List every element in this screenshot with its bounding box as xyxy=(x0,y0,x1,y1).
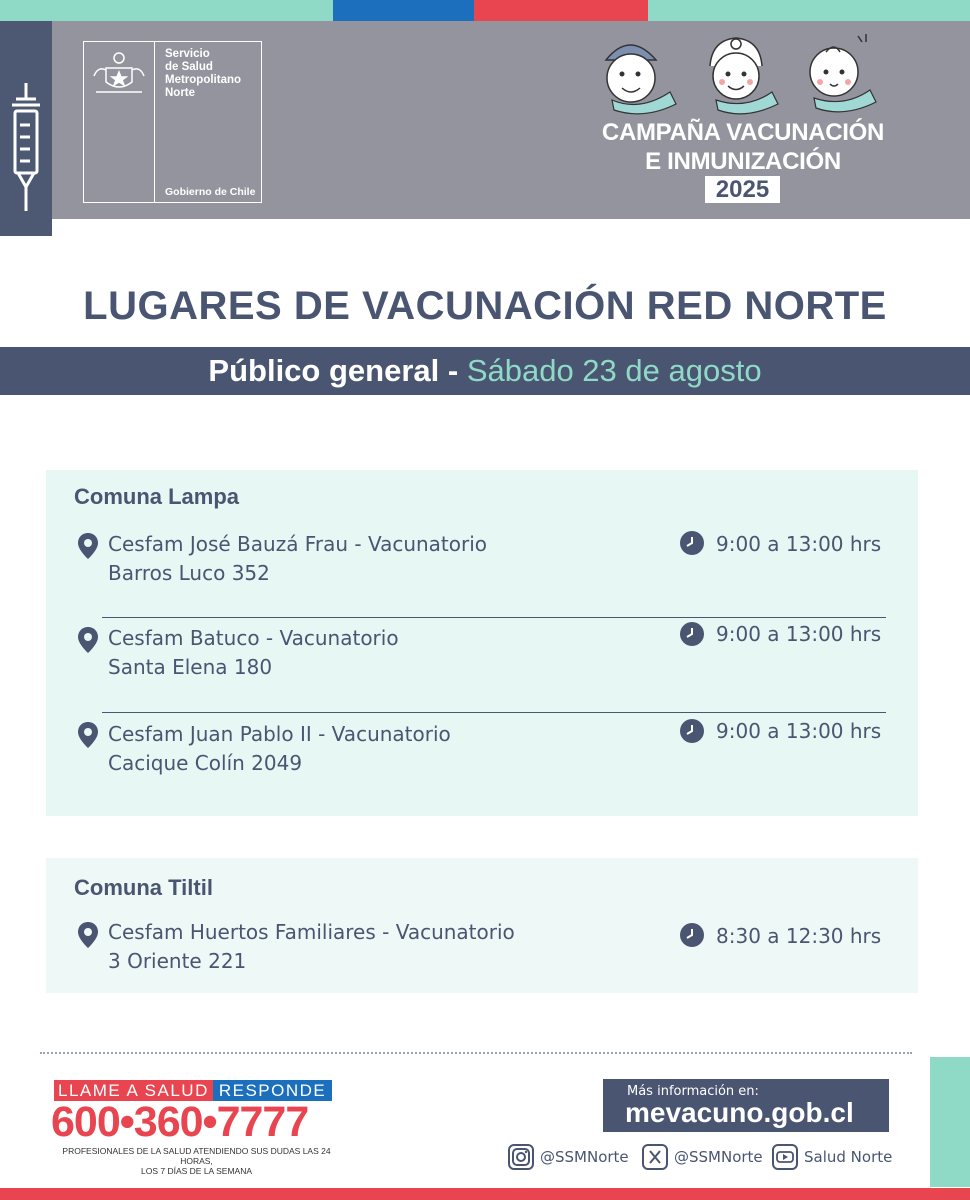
campaign-title: CAMPAÑA VACUNACIÓN E INMUNIZACIÓN xyxy=(601,119,885,175)
list-item xyxy=(108,530,487,588)
more-info-box[interactable] xyxy=(603,1079,889,1132)
site-name: Cesfam Batuco - Vacunatorio xyxy=(108,626,399,650)
date-label: Sábado 23 de agosto xyxy=(466,353,762,388)
comuna-card-lampa xyxy=(46,470,918,816)
location-pin-icon xyxy=(78,533,98,559)
dotted-divider xyxy=(40,1052,912,1054)
site-hours: 9:00 a 13:00 hrs xyxy=(716,622,882,646)
audience-label: Público general - xyxy=(208,353,459,388)
phone-number[interactable]: 600•360•7777 xyxy=(51,1098,309,1146)
instagram-link[interactable]: @SSMNorte xyxy=(508,1144,629,1170)
list-item xyxy=(108,624,399,682)
page-title: LUGARES DE VACUNACIÓN RED NORTE xyxy=(83,284,887,328)
site-address: Santa Elena 180 xyxy=(108,655,273,679)
clock-icon xyxy=(680,622,704,646)
x-link[interactable]: @SSMNorte xyxy=(642,1144,763,1170)
youtube-icon xyxy=(772,1144,798,1170)
elder-face-icon xyxy=(606,45,676,114)
site-address: 3 Oriente 221 xyxy=(108,949,247,973)
site-hours: 9:00 a 13:00 hrs xyxy=(716,719,882,743)
instagram-icon xyxy=(508,1144,534,1170)
x-icon xyxy=(642,1144,668,1170)
site-address: Cacique Colín 2049 xyxy=(108,751,303,775)
site-hours: 8:30 a 12:30 hrs xyxy=(716,924,882,948)
info-label: Más información en: xyxy=(627,1084,759,1099)
location-pin-icon xyxy=(78,922,98,948)
site-address: Barros Luco 352 xyxy=(108,561,270,585)
divider xyxy=(102,712,886,713)
clock-icon xyxy=(680,923,704,947)
site-name: Cesfam Juan Pablo II - Vacunatorio xyxy=(108,722,451,746)
list-item xyxy=(108,918,515,976)
coat-of-arms-icon xyxy=(84,46,154,106)
subtitle-bar xyxy=(0,347,970,395)
campaign-characters-illustration xyxy=(600,30,900,115)
top-color-strip xyxy=(0,0,970,21)
government-logo xyxy=(83,41,262,203)
bottom-color-strip xyxy=(0,1188,970,1200)
header-side-panel xyxy=(0,21,52,236)
comuna-card-tiltil xyxy=(46,858,918,993)
syringe-icon xyxy=(10,83,42,213)
divider xyxy=(102,617,886,618)
site-name: Cesfam José Bauzá Frau - Vacunatorio xyxy=(108,532,488,556)
location-pin-icon xyxy=(78,627,98,653)
footer-accent xyxy=(930,1057,970,1187)
logo-footer: Gobierno de Chile xyxy=(165,186,256,198)
site-name: Cesfam Huertos Familiares - Vacunatorio xyxy=(108,920,515,944)
location-pin-icon xyxy=(78,722,98,748)
info-url-link[interactable]: mevacuno.gob.cl xyxy=(625,1097,854,1128)
logo-service-name: Servicio de Salud Metropolitano Norte xyxy=(165,48,242,99)
comuna-title: Comuna Lampa xyxy=(74,484,240,509)
comuna-title: Comuna Tiltil xyxy=(74,875,213,900)
list-item xyxy=(108,720,451,778)
site-hours: 9:00 a 13:00 hrs xyxy=(716,532,882,556)
youtube-link[interactable]: Salud Norte xyxy=(772,1144,892,1170)
hotline-description: PROFESIONALES DE LA SALUD ATENDIENDO SUS DUDAS LAS 24 HORAS, LOS 7 DÍAS DE LA SEMANA xyxy=(62,1146,331,1176)
salud-responde-banner: LLAME A SALUD RESPONDE xyxy=(54,1080,332,1101)
girl-face-icon xyxy=(710,38,778,114)
clock-icon xyxy=(680,531,704,555)
clock-icon xyxy=(680,719,704,743)
campaign-year: 2025 xyxy=(705,176,780,203)
baby-face-icon xyxy=(810,34,876,112)
